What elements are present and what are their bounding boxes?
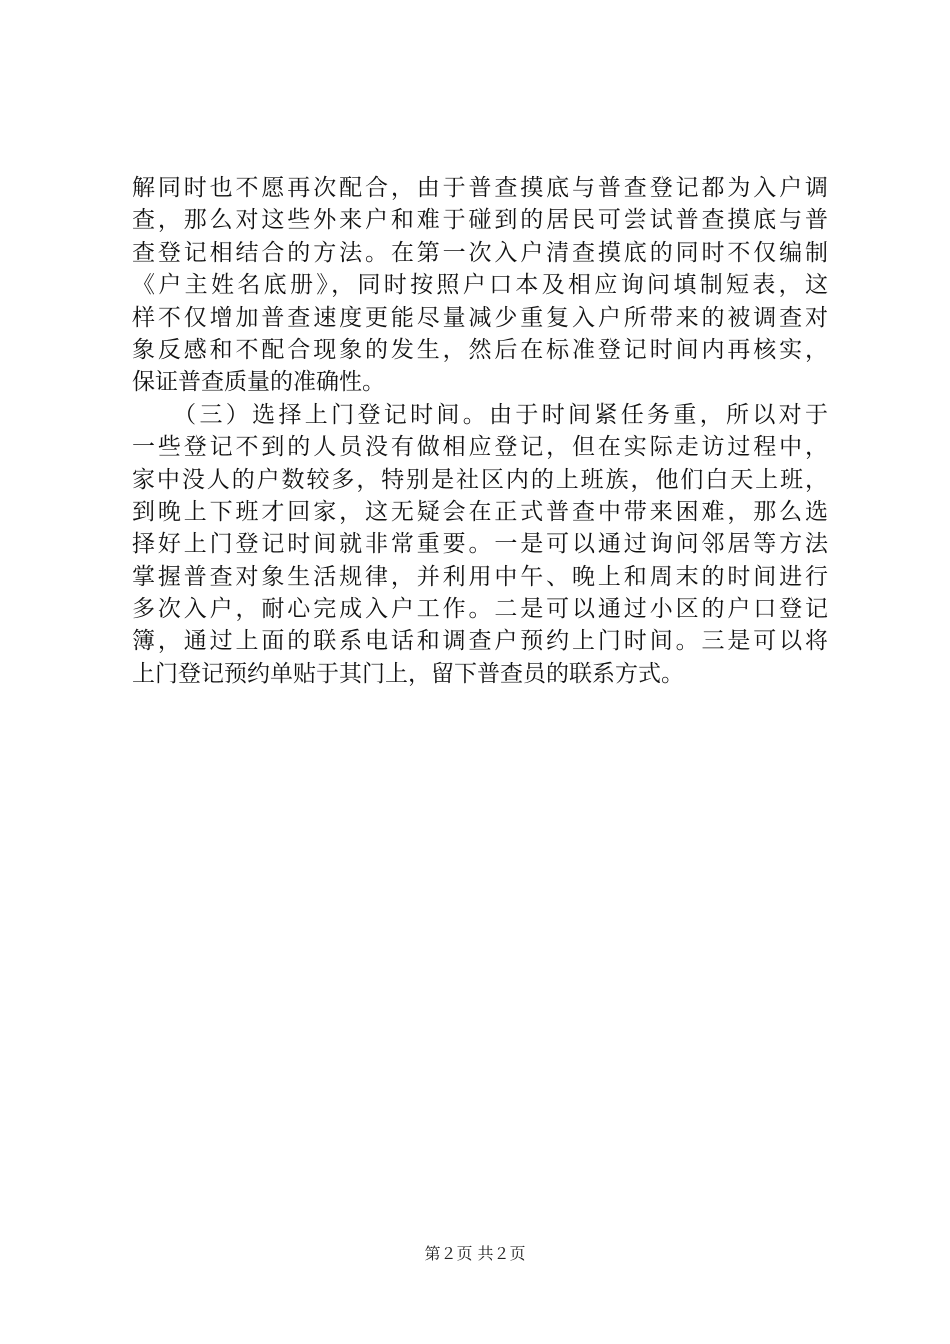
text-line: 保证普查质量的准确性。 bbox=[132, 369, 385, 396]
text-line: 择好上门登记时间就非常重要。一是可以通过询问邻居等方法 bbox=[132, 531, 828, 558]
text-line: 上门登记预约单贴于其门上，留下普查员的联系方式。 bbox=[132, 660, 684, 687]
text-line: 《户主姓名底册》，同时按照户口本及相应询问填制短表，这 bbox=[132, 272, 828, 299]
body-text bbox=[132, 172, 828, 690]
text-line: 簿，通过上面的联系电话和调查户预约上门时间。三是可以将 bbox=[132, 628, 828, 655]
page-footer: 第２页 共２页 bbox=[424, 1244, 526, 1263]
text-line: 一些登记不到的人员没有做相应登记，但在实际走访过程中， bbox=[132, 434, 828, 461]
text-line: 家中没人的户数较多，特别是社区内的上班族，他们白天上班， bbox=[132, 466, 828, 493]
text-line: 多次入户，耐心完成入户工作。二是可以通过小区的户口登记 bbox=[132, 596, 828, 623]
text-line: 掌握普查对象生活规律，并利用中午、晚上和周末的时间进行 bbox=[132, 563, 828, 590]
text-line: 查登记相结合的方法。在第一次入户清查摸底的同时不仅编制 bbox=[132, 239, 828, 266]
text-line: 查，那么对这些外来户和难于碰到的居民可尝试普查摸底与普 bbox=[132, 207, 828, 234]
text-line: 象反感和不配合现象的发生，然后在标准登记时间内再核实， bbox=[132, 336, 828, 363]
text-line: 解同时也不愿再次配合，由于普查摸底与普查登记都为入户调 bbox=[132, 175, 828, 201]
text-line: 到晚上下班才回家，这无疑会在正式普查中带来困难，那么选 bbox=[132, 498, 828, 525]
text-line: 样不仅增加普查速度更能尽量减少重复入户所带来的被调查对 bbox=[132, 304, 828, 331]
text-line: （三）选择上门登记时间。由于时间紧任务重，所以对于 bbox=[132, 401, 828, 428]
